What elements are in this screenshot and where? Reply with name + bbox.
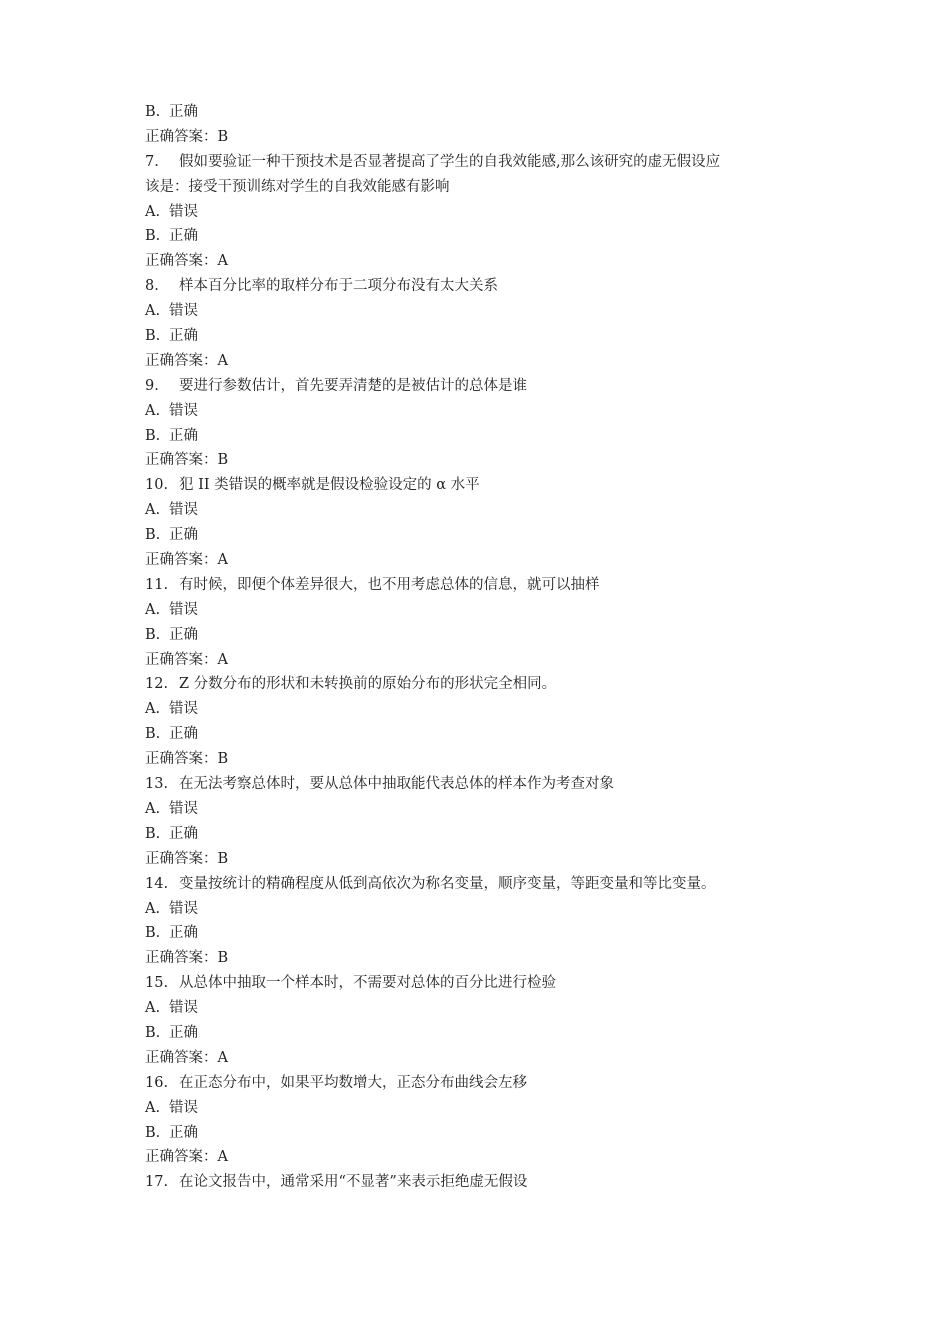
question-text: 10. 犯 II 类错误的概率就是假设检验设定的 α 水平 <box>145 477 480 494</box>
option-a: A. 错误 <box>145 203 198 220</box>
answer-line: 正确答案：A <box>145 552 228 569</box>
question-10 <box>145 473 825 573</box>
question-text: 15. 从总体中抽取一个样本时，不需要对总体的百分比进行检验 <box>145 975 556 992</box>
answer-line: 正确答案：B <box>145 452 229 469</box>
question-9 <box>145 374 825 474</box>
option-b: B. 正确 <box>145 427 198 444</box>
question-8 <box>145 274 825 374</box>
answer-line: 正确答案：A <box>145 253 228 270</box>
answer-line: 正确答案：A <box>145 352 228 369</box>
option-a: A. 错误 <box>145 1099 198 1116</box>
answer-line: 正确答案：B <box>145 128 229 145</box>
answer-line: 正确答案：B <box>145 751 229 768</box>
question-text: 7. 假如要验证一种干预技术是否显著提高了学生的自我效能感,那么该研究的虚无假设应 <box>145 153 721 170</box>
question-text: 12. Z 分数分布的形状和未转换前的原始分布的形状完全相同。 <box>145 676 557 693</box>
question-12 <box>145 672 825 772</box>
question-text: 13. 在无法考察总体时，要从总体中抽取能代表总体的样本作为考查对象 <box>145 776 614 793</box>
answer-line: 正确答案：A <box>145 1049 228 1066</box>
option-b: B. 正确 <box>145 626 198 643</box>
option-a: A. 错误 <box>145 701 198 718</box>
option-a: A. 错误 <box>145 601 198 618</box>
option-a: A. 错误 <box>145 1000 198 1017</box>
option-b: B. 正确 <box>145 328 198 345</box>
question-13 <box>145 772 825 872</box>
option-a: A. 错误 <box>145 502 198 519</box>
question-text: 17. 在论文报告中，通常采用“不显著”来表示拒绝虚无假设 <box>145 1174 528 1191</box>
question-17 <box>145 1170 825 1195</box>
question-15 <box>145 971 825 1071</box>
document-page <box>145 100 825 1195</box>
question-14 <box>145 872 825 972</box>
option-b: B. 正确 <box>145 228 198 245</box>
option-b: B. 正确 <box>145 1124 198 1141</box>
answer-line: 正确答案：A <box>145 1149 228 1166</box>
option-a: A. 错误 <box>145 800 198 817</box>
question-text: 11. 有时候，即便个体差异很大，也不用考虑总体的信息，就可以抽样 <box>145 576 600 593</box>
question-text: 8. 样本百分比率的取样分布于二项分布没有太大关系 <box>145 278 498 295</box>
question-text: 14. 变量按统计的精确程度从低到高依次为称名变量，顺序变量，等距变量和等比变量。 <box>145 875 716 892</box>
option-a: A. 错误 <box>145 402 198 419</box>
option-a: A. 错误 <box>145 900 198 917</box>
option-b: B. 正确 <box>145 925 198 942</box>
question-16 <box>145 1071 825 1171</box>
question-7 <box>145 150 825 274</box>
option-b: B. 正确 <box>145 527 198 544</box>
question-11 <box>145 573 825 673</box>
option-a: A. 错误 <box>145 303 198 320</box>
answer-line: 正确答案：A <box>145 651 228 668</box>
answer-line: 正确答案：B <box>145 950 229 967</box>
question-text: 16. 在正态分布中，如果平均数增大，正态分布曲线会左移 <box>145 1074 527 1091</box>
option-b: B. 正确 <box>145 726 198 743</box>
question-text-continued: 该是：接受干预训练对学生的自我效能感有影响 <box>145 178 450 195</box>
option-b: B. 正确 <box>145 1024 198 1041</box>
option-b: B. 正确 <box>145 104 198 120</box>
answer-line: 正确答案：B <box>145 850 229 867</box>
question-text: 9. 要进行参数估计，首先要弄清楚的是被估计的总体是谁 <box>145 377 527 394</box>
option-b: B. 正确 <box>145 825 198 842</box>
